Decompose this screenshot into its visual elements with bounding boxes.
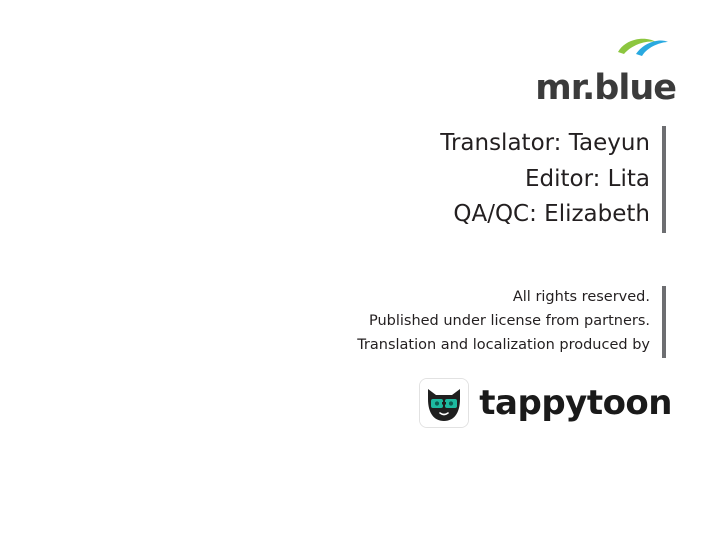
rights-line-license: Published under license from partners. bbox=[368, 312, 650, 329]
credit-line-translator: Translator: Taeyun bbox=[440, 130, 650, 156]
credit-line-qa: QA/QC: Elizabeth bbox=[453, 201, 650, 228]
mrblue-swoosh-icon bbox=[616, 36, 670, 58]
rights-line-produced-by: Translation and localization produced by bbox=[357, 336, 650, 353]
publisher-wordmark: mr.blue bbox=[535, 68, 676, 108]
localizer-wordmark: tappytoon bbox=[479, 383, 672, 423]
credit-line-editor: Editor: Lita bbox=[524, 165, 650, 192]
rights-line-reserved: All rights reserved. bbox=[512, 289, 650, 305]
tappytoon-cat-icon bbox=[419, 378, 469, 428]
publisher-logo bbox=[535, 52, 676, 106]
rights-block bbox=[230, 286, 666, 358]
credits-block bbox=[230, 126, 666, 233]
localizer-logo bbox=[419, 378, 672, 428]
